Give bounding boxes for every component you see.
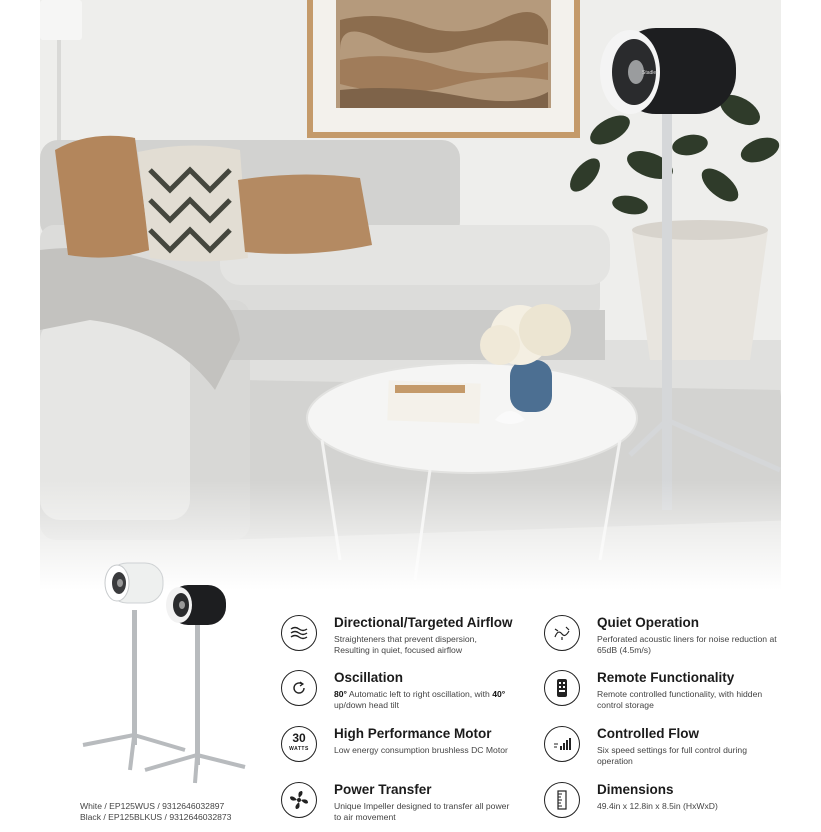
desc-text: Automatic left to right oscillation, with xyxy=(347,689,493,699)
feature-title: Power Transfer xyxy=(334,782,432,797)
framed-artwork xyxy=(307,0,580,138)
black-fan-product xyxy=(145,585,245,783)
feature-power xyxy=(281,782,511,832)
feature-title: Remote Functionality xyxy=(597,670,735,685)
airflow-waves-icon xyxy=(281,615,317,651)
feature-desc: Six speed settings for full control during operation xyxy=(597,745,747,766)
sku-white: White / EP125WUS / 9312646032897 xyxy=(80,801,225,811)
feature-flow xyxy=(544,726,774,776)
feature-desc xyxy=(334,689,514,711)
desc-text: up/down head tilt xyxy=(334,700,399,710)
motor-watts-badge xyxy=(281,726,317,762)
feature-desc: Straighteners that prevent dispersion, Resulting in quiet, focused airflow xyxy=(334,634,477,655)
speed-bars-icon xyxy=(544,726,580,762)
tilt-angle: 40° xyxy=(492,689,506,699)
feature-title: Controlled Flow xyxy=(597,726,699,741)
impeller-icon xyxy=(281,782,317,818)
remote-control-icon xyxy=(544,670,580,706)
rotate-icon xyxy=(281,670,317,706)
quiet-airflow-icon xyxy=(544,615,580,651)
product-fans-image xyxy=(75,555,275,785)
feature-quiet xyxy=(544,615,777,665)
ruler-icon xyxy=(544,782,580,818)
feature-remote xyxy=(544,670,774,720)
scene-fan-logo: Stadler xyxy=(642,70,658,76)
feature-title: Directional/Targeted Airflow xyxy=(334,615,513,630)
feature-title: Quiet Operation xyxy=(597,615,700,630)
watts-unit: WATTS xyxy=(289,746,309,752)
oscillation-angle: 80° xyxy=(334,689,347,699)
watts-value: 30 xyxy=(292,731,306,745)
feature-directional xyxy=(281,615,511,665)
feature-desc: Remote controlled functionality, with hidden control storage xyxy=(597,689,763,710)
feature-desc: Low energy consumption brushless DC Motor xyxy=(334,745,508,755)
feature-title: Dimensions xyxy=(597,782,674,797)
feature-title: High Performance Motor xyxy=(334,726,492,741)
feature-desc: Perforated acoustic liners for noise reduction at 65dB (4.5m/s) xyxy=(597,634,777,655)
feature-desc: Unique Impeller designed to transfer all power to air movement xyxy=(334,801,510,822)
feature-dimensions xyxy=(544,782,774,832)
feature-oscillation xyxy=(281,670,511,720)
sku-black: Black / EP125BLKUS / 9312646032873 xyxy=(80,812,232,822)
feature-desc: 49.4in x 12.8in x 8.5in (HxWxD) xyxy=(597,801,718,811)
feature-title: Oscillation xyxy=(334,670,404,685)
feature-motor xyxy=(281,726,511,776)
